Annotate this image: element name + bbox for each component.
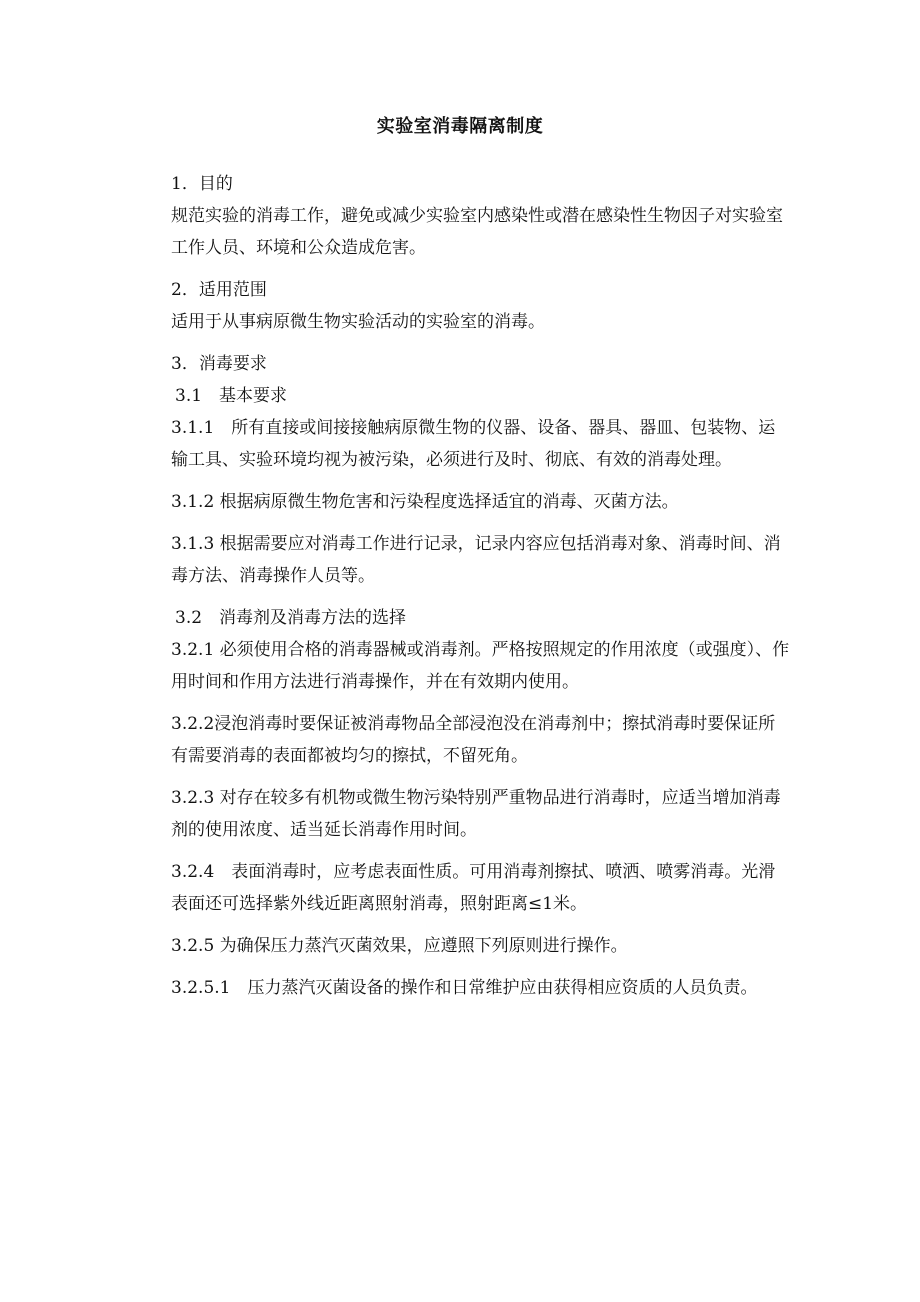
paragraph: 3.2.5.1 压力蒸汽灭菌设备的操作和日常维护应由获得相应资质的人员负责。 (171, 978, 758, 998)
paragraph: 规范实验的消毒工作，避免或减少实验室内感染性或潜在感染性生物因子对实验室工作人员、环境和公众造成危害。 (171, 206, 783, 258)
section-heading: 1．目的 (171, 174, 233, 194)
document-title: 实验室消毒隔离制度 (376, 116, 544, 137)
paragraph: 3.1.3 根据需要应对消毒工作进行记录，记录内容应包括消毒对象、消毒时间、消毒方法、消毒操作人员等。 (171, 534, 781, 586)
section-heading: 3．消毒要求 (171, 354, 267, 374)
paragraph: 3.2.5 为确保压力蒸汽灭菌效果，应遵照下列原则进行操作。 (171, 936, 628, 956)
document-body (171, 168, 791, 1004)
paragraph: 3.2.2浸泡消毒时要保证被消毒物品全部浸泡没在消毒剂中；擦拭消毒时要保证所有需要消毒的表面都被均匀的擦拭，不留死角。 (171, 714, 776, 766)
paragraph: 适用于从事病原微生物实验活动的实验室的消毒。 (171, 312, 545, 332)
paragraph: 3.1.1 所有直接或间接接触病原微生物的仪器、设备、器具、器皿、包装物、运输工具、实验环境均视为被污染，必须进行及时、彻底、有效的消毒处理。 (171, 418, 776, 470)
paragraph: 3.2.4 表面消毒时，应考虑表面性质。可用消毒剂擦拭、喷洒、喷雾消毒。光滑表面还可选择紫外线近距离照射消毒，照射距离≤1米。 (171, 862, 776, 914)
subsection-heading: 3.1 基本要求 (175, 386, 288, 406)
paragraph: 3.1.2 根据病原微生物危害和污染程度选择适宜的消毒、灭菌方法。 (171, 492, 679, 512)
subsection-heading: 3.2 消毒剂及消毒方法的选择 (175, 608, 407, 628)
paragraph: 3.2.1 必须使用合格的消毒器械或消毒剂。严格按照规定的作用浓度（或强度）、作用时间和作用方法进行消毒操作，并在有效期内使用。 (171, 640, 790, 692)
section-heading: 2．适用范围 (171, 280, 267, 300)
paragraph: 3.2.3 对存在较多有机物或微生物污染特别严重物品进行消毒时，应适当增加消毒剂的使用浓度、适当延长消毒作用时间。 (171, 788, 781, 840)
